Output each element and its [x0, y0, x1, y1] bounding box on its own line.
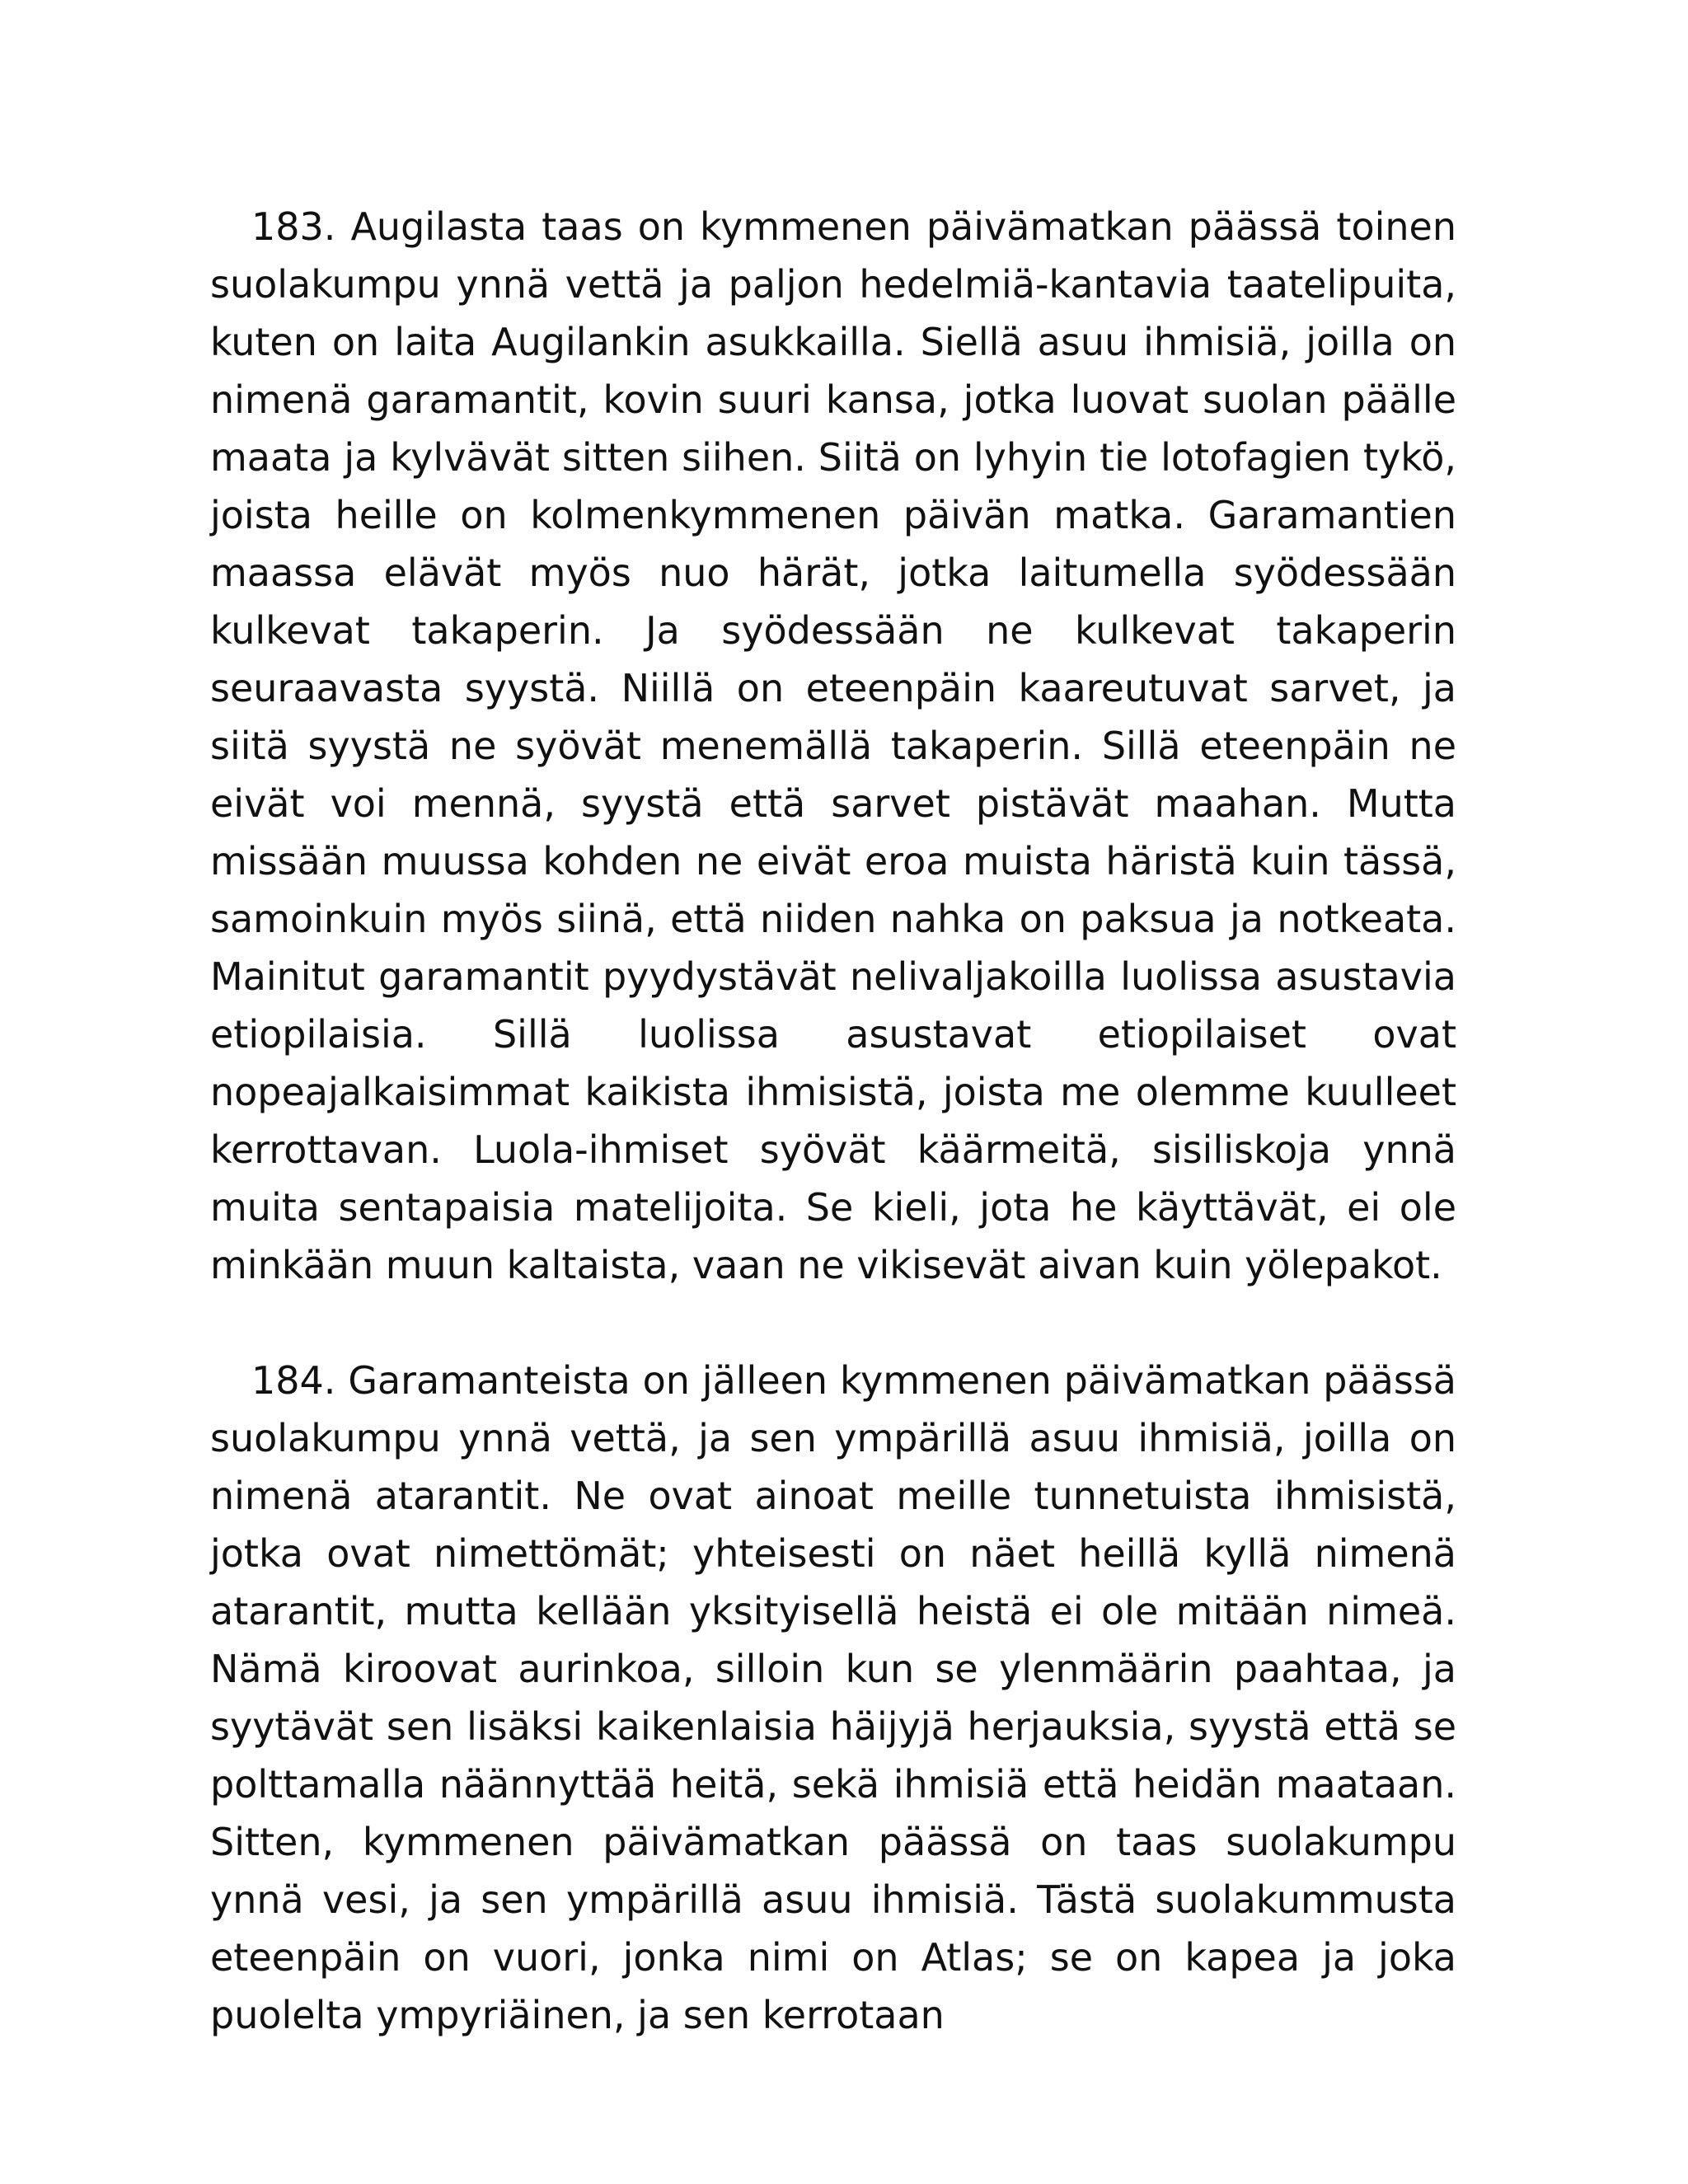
document-page	[210, 198, 1456, 2044]
paragraph-183: 183. Augilasta taas on kymmenen päivämatkan päässä toinen suolakumpu ynnä vettä ja paljon hedelmiä-kantavia taatelipuita, kuten on laita Augilankin asukkailla. Siellä asuu ihmisiä, joilla on nimenä garamantit, kovin suuri kansa, jotka luovat suolan päälle maata ja kylvävät sitten siihen. Siitä on lyhyin tie lotofagien tykö, joista heille on kolmenkymmenen päivän matka. Garamantien maassa elävät myös nuo härät, jotka laitumella syödessään kulkevat takaperin. Ja syödessään ne kulkevat takaperin seuraavasta syystä. Niillä on eteenpäin kaareutuvat sarvet, ja siitä syystä ne syövät menemällä takaperin. Sillä eteenpäin ne eivät voi mennä, syystä että sarvet pistävät maahan. Mutta missään muussa kohden ne eivät eroa muista häristä kuin tässä, samoinkuin myös siinä, että niiden nahka on paksua ja notkeata. Mainitut garamantit pyydystävät nelivaljakoilla luolissa asustavia etiopilaisia. Sillä luolissa asustavat etiopilaiset ovat nopeajalkaisimmat kaikista ihmisistä, joista me olemme kuulleet kerrottavan. Luola-ihmiset syövät käärmeitä, sisiliskoja ynnä muita sentapaisia matelijoita. Se kieli, jota he käyttävät, ei ole minkään muun kaltaista, vaan ne vikisevät aivan kuin yölepakot.	[210, 204, 1456, 1287]
paragraph-184: 184. Garamanteista on jälleen kymmenen päivämatkan päässä suolakumpu ynnä vettä, ja sen ympärillä asuu ihmisiä, joilla on nimenä atarantit. Ne ovat ainoat meille tunnetuista ihmisistä, jotka ovat nimettömät; yhteisesti on näet heillä kyllä nimenä atarantit, mutta kellään yksityisellä heistä ei ole mitään nimeä. Nämä kiroovat aurinkoa, silloin kun se ylenmäärin paahtaa, ja syytävät sen lisäksi kaikenlaisia häijyjä herjauksia, syystä että se polttamalla näännyttää heitä, sekä ihmisiä että heidän maataan. Sitten, kymmenen päivämatkan päässä on taas suolakumpu ynnä vesi, ja sen ympärillä asuu ihmisiä. Tästä suolakummusta eteenpäin on vuori, jonka nimi on Atlas; se on kapea ja joka puolelta ympyriäinen, ja sen kerrotaan	[210, 1358, 1456, 2037]
